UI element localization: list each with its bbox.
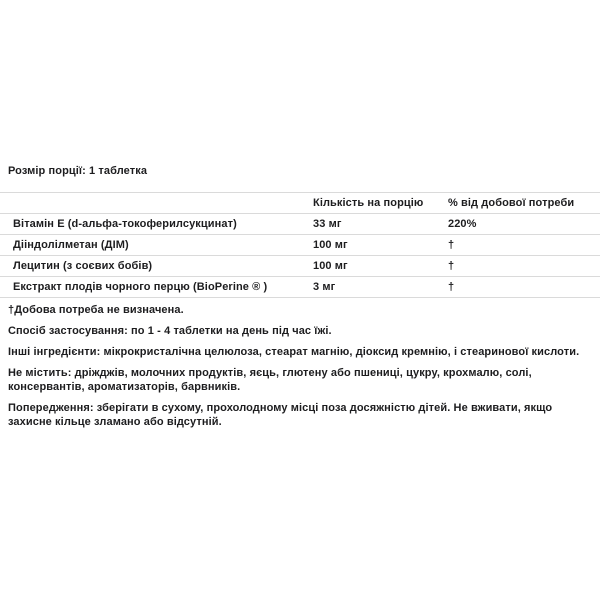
table-row [0,214,600,235]
ingredient-dv-cell: 220% [448,214,600,235]
table-row [0,256,600,277]
dv-column-header: % від добової потреби [448,193,600,214]
table-row [0,235,600,256]
table-header-row [0,193,600,214]
ingredient-amount-cell: 100 мг [313,256,448,277]
other-ingredients-text: Інші інгредієнти: мікрокристалічна целюлоза, стеарат магнію, діоксид кремнію, і стеаринової кислоти. [8,346,580,358]
amount-column-header: Кількість на порцію [313,193,448,214]
ingredient-dv-cell: † [448,256,600,277]
footnotes-section [8,303,592,436]
ingredient-name-cell: Лецитин (з соєвих бобів) [0,256,313,277]
supplement-facts-table [0,192,600,298]
name-column-header [0,193,313,214]
ingredient-name-cell: Вітамін E (d-альфа-токоферилсукцинат) [0,214,313,235]
ingredient-dv-cell: † [448,277,600,298]
daily-value-footnote: †Добова потреба не визначена. [8,304,184,316]
warnings-text: Попередження: зберігати в сухому, прохолодному місці поза досяжністю дітей. Не вживати, якщо захисне кільце зламано або відсутній. [8,402,553,428]
table-row [0,277,600,298]
ingredient-dv-cell: † [448,235,600,256]
contains-no-text: Не містить: дріжджів, молочних продуктів, яєць, глютену або пшениці, цукру, крохмалю, солі, консервантів, ароматизаторів, барвників. [8,367,532,393]
ingredient-amount-cell: 100 мг [313,235,448,256]
ingredient-amount-cell: 33 мг [313,214,448,235]
serving-size-label: Розмір порції: 1 таблетка [8,165,148,177]
ingredient-name-cell: Екстракт плодів чорного перцю (BioPerine ® ) [0,277,313,298]
ingredient-amount-cell: 3 мг [313,277,448,298]
ingredient-name-cell: Дііндолілметан (ДІМ) [0,235,313,256]
directions-text: Спосіб застосування: по 1 - 4 таблетки на день під час їжі. [8,325,332,337]
